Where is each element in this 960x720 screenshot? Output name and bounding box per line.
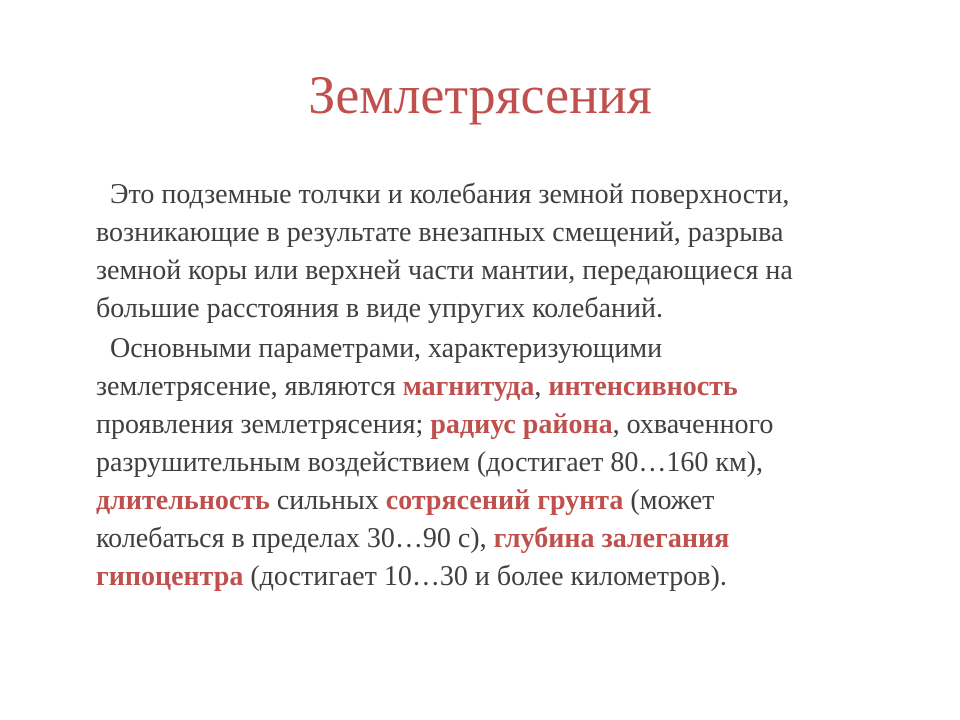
text-line: земной коры или верхней части мантии, передающиеся на xyxy=(96,255,793,286)
highlight-ground-shaking: сотрясений грунта xyxy=(385,485,624,516)
text-line: большие расстояния в виде упругих колебаний. xyxy=(96,293,663,324)
highlight-magnitude: магнитуда xyxy=(402,371,535,402)
text-line: землетрясение, являются магнитуда, интенсивность xyxy=(96,371,738,402)
text-line: гипоцентра (достигает 10…30 и более километров). xyxy=(96,561,727,592)
highlight-duration: длительность xyxy=(96,485,270,516)
text-line: длительность сильных сотрясений грунта (может xyxy=(96,485,715,516)
text-line: возникающие в результате внезапных смещений, разрыва xyxy=(96,217,784,248)
text-line: разрушительным воздействием (достигает 80…160 км), xyxy=(96,447,763,478)
highlight-depth: глубина залегания xyxy=(493,523,730,554)
highlight-hypocenter: гипоцентра xyxy=(96,561,244,592)
slide-title: Землетрясения xyxy=(308,65,652,125)
paragraph-parameters xyxy=(96,330,886,596)
highlight-radius: радиус района xyxy=(430,409,613,440)
highlight-intensity: интенсивность xyxy=(548,371,738,402)
text-line: колебаться в пределах 30…90 с), глубина залегания xyxy=(96,523,730,554)
text-line: проявления землетрясения; радиус района, охваченного xyxy=(96,409,774,440)
text-line: Основными параметрами, характеризующими xyxy=(110,333,663,364)
text-line: Это подземные толчки и колебания земной поверхности, xyxy=(110,179,790,210)
slide-body xyxy=(96,176,886,596)
paragraph-definition xyxy=(96,176,886,328)
